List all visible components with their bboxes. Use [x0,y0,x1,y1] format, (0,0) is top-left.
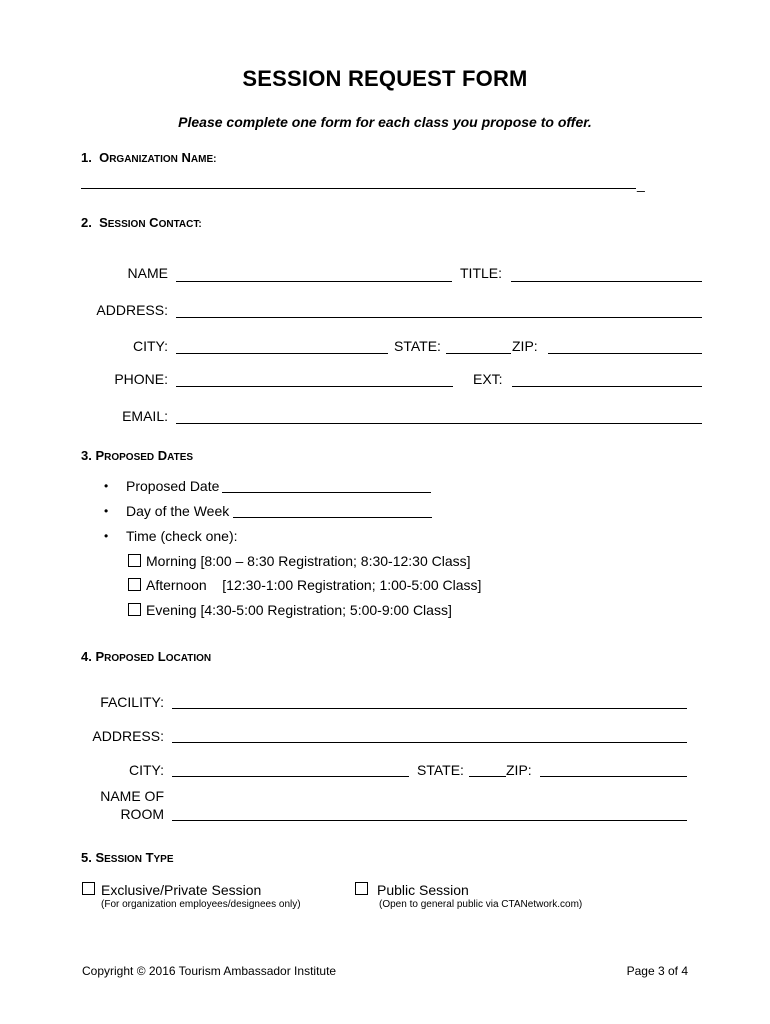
contact-city-field[interactable] [176,353,388,354]
contact-name-field[interactable] [176,281,452,282]
page-title: SESSION REQUEST FORM [242,66,528,91]
exclusive-session-label: Exclusive/Private Session [101,882,262,898]
room-name-label-line2: ROOM [120,806,164,822]
evening-option-label: Evening [4:30-5:00 Registration; 5:00-9:00 Class] [146,602,452,618]
footer-copyright: Copyright © 2016 Tourism Ambassador Institute [82,964,337,978]
contact-name-label: NAME [127,265,168,281]
time-label: Time (check one): [126,528,238,544]
location-address-label: ADDRESS: [92,728,164,744]
section-1-heading: 1. ORGANIZATION NAME: [81,150,217,165]
contact-address-label: ADDRESS: [96,302,168,318]
section-2-heading: 2. SESSION CONTACT: [81,215,202,230]
bullet-dot: • [104,504,109,518]
contact-title-field[interactable] [511,281,702,282]
contact-ext-field[interactable] [512,386,702,387]
location-address-field[interactable] [172,742,687,743]
facility-field[interactable] [172,708,687,709]
location-state-label: STATE: [417,762,464,778]
morning-checkbox[interactable] [128,554,141,567]
contact-zip-field[interactable] [548,353,702,354]
section-5-heading: 5. SESSION TYPE [81,850,174,865]
contact-phone-label: PHONE: [114,371,168,387]
location-zip-label: ZIP: [506,762,532,778]
page-subtitle: Please complete one form for each class you propose to offer. [178,114,592,130]
location-city-label: CITY: [128,762,164,778]
contact-email-label: EMAIL: [122,408,168,424]
contact-address-field[interactable] [176,317,702,318]
contact-city-label: CITY: [132,338,168,354]
morning-option-label: Morning [8:00 – 8:30 Registration; 8:30-12:30 Class] [146,553,471,569]
organization-name-suffix: _ [637,176,645,192]
location-zip-field[interactable] [540,776,687,777]
facility-label: FACILITY: [100,694,164,710]
bullet-dot: • [104,529,109,543]
proposed-date-field[interactable] [222,492,431,493]
location-city-field[interactable] [172,776,409,777]
contact-zip-label: ZIP: [512,338,538,354]
day-of-week-field[interactable] [233,517,432,518]
public-session-label: Public Session [377,882,469,898]
room-name-field[interactable] [172,820,687,821]
contact-state-label: STATE: [394,338,441,354]
contact-state-field[interactable] [446,353,511,354]
organization-name-field[interactable] [81,188,636,189]
evening-checkbox[interactable] [128,603,141,616]
proposed-date-label: Proposed Date [126,478,220,494]
exclusive-session-note: (For organization employees/designees only) [101,899,301,910]
contact-ext-label: EXT: [473,371,503,387]
footer-page-number: Page 3 of 4 [626,964,688,978]
public-session-checkbox[interactable] [355,882,368,895]
section-4-heading: 4. PROPOSED LOCATION [81,649,212,664]
contact-phone-field[interactable] [176,386,453,387]
contact-email-field[interactable] [176,423,702,424]
afternoon-checkbox[interactable] [128,578,141,591]
section-3-heading: 3. PROPOSED DATES [81,448,194,463]
day-of-week-label: Day of the Week [126,503,230,519]
exclusive-session-checkbox[interactable] [82,882,95,895]
afternoon-option-label: Afternoon [12:30-1:00 Registration; 1:00-5:00 Class] [146,577,482,593]
public-session-note: (Open to general public via CTANetwork.com) [379,899,583,910]
contact-title-label: TITLE: [460,265,503,281]
location-state-field[interactable] [469,776,506,777]
bullet-dot: • [104,479,109,493]
room-name-label-line1: NAME OF [100,788,164,804]
